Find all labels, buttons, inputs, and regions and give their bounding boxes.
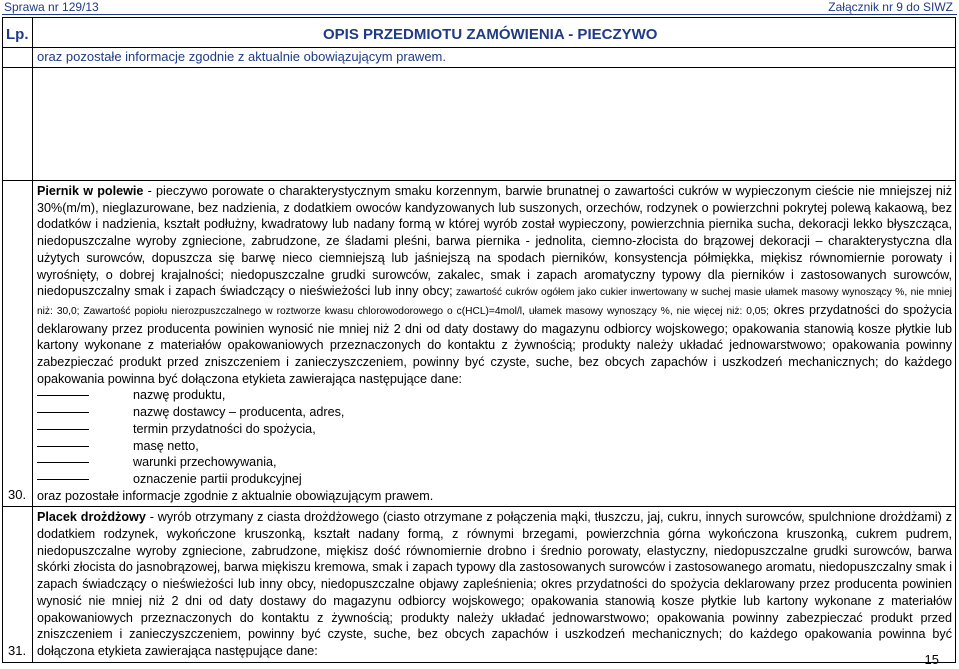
label-data-list (37, 387, 952, 487)
item-name: Placek drożdżowy (37, 510, 146, 525)
spacer-cell-right (33, 68, 956, 181)
item-description (33, 181, 956, 507)
table-row (3, 181, 956, 507)
item-number: 31. (3, 507, 33, 662)
list-item: oznaczenie partii produkcyjnej (133, 471, 952, 488)
continuation-number-cell (3, 48, 33, 68)
item-description (33, 507, 956, 662)
list-item: nazwę produktu, (133, 387, 952, 404)
item-desc: - wyrób otrzymany z ciasta drożdżowego (ciasto otrzymane z połączenia mąki, tłuszczu, jaj, cukru, innych surowców, spulchnione drożdżami) z dodatkiem rodzynek, wykończone kruszonką, kształt nadany formą, z równymi brzegami, powierzchnia górna wykończona kruszonką, cukrem pudrem, niedopuszczalne wyroby zgniecione, zabrudzone, miękisz dość równomiernie drobno i średnio porowaty, elastyczny, niedopuszczalne grudki surowców, barwa skórki złocista do jasnobrązowej, barwa miękiszu kremowa, smak i zapach typowy dla zastosowanych surowców i zastosowanego aromatu, niedopuszczalny smak i zapach świadczący o nieświeżości lub inny obcy, niedopuszczalne objawy zapleśnienia; okres przydatności do spożycia deklarowany przez producenta powinien wynosić nie mniej niż 2 dni od daty dostawy do magazynu odbiorcy wojskowego; opakowania stanowią kosze płytkie lub kartony wykonane z materiałów opakowaniowych przeznaczonych do kontaktu z żywnością; produkty należy układać jednowarstwowo; opakowania powinny zabezpieczać produkt przed zniszczeniem i zanieczyszczeniem, powinny być czyste, suche, bez obcych zapachów i uszkodzeń mechanicznych; do każdego opakowania powinna być dołączona etykieta zawierająca następujące dane: (37, 510, 952, 658)
column-header-title: OPIS PRZEDMIOTU ZAMÓWIENIA - PIECZYWO (33, 18, 956, 48)
list-item: nazwę dostawcy – producenta, adres, (133, 404, 952, 421)
item-name: Piernik w polewie (37, 184, 144, 198)
spacer-cell-left (3, 68, 33, 181)
list-item: masę netto, (133, 438, 952, 455)
item-desc-small: zawartość cukrów ogółem jako cukier inwertowany w suchej masie ułamek masowy wynoszący %, nie mniej niż: 30,0; Zawartość popiołu nierozpuszczalnego w roztworze kwasu chlorowodorowego o c(HCL)=4mol/l, ułamek masowy wynoszący %, nie więcej niż: 0,05; (37, 287, 952, 317)
page-number: 15 (924, 652, 939, 667)
item-closing-text: oraz pozostałe informacje zgodnie z aktualnie obowiązującym prawem. (37, 488, 434, 503)
list-item: termin przydatności do spożycia, (133, 421, 952, 438)
attachment-label: Załącznik nr 9 do SIWZ (828, 0, 953, 14)
spacer-row (3, 68, 956, 181)
table-row (3, 507, 956, 662)
column-header-lp: Lp. (3, 18, 33, 48)
list-item: warunki przechowywania, (133, 454, 952, 471)
continuation-row (3, 48, 956, 68)
item-number: 30. (3, 181, 33, 507)
table-header-row (3, 18, 956, 48)
continuation-text: oraz pozostałe informacje zgodnie z aktualnie obowiązującym prawem. (33, 48, 956, 68)
case-number: Sprawa nr 129/13 (4, 0, 99, 14)
item-desc-a: - pieczywo porowate o charakterystycznym smaku korzennym, barwie brunatnej o zawartości cukrów w wypieczonym cieście nie mniejszej niż 30%(m/m), nieglazurowane, bez nadzienia, z dodatkiem owoców kandyzowanych lub suszonych, orzechów, rodzynek o powierzchni pokrytej polewą kakaową, bez dodatków i nadzienia, kształt podłużny, kwadratowy lub nadany formą w której wyrób został wypieczony, powierzchnia piernika sucha, dekoracji lekko błyszcząca, niedopuszczalne wyroby zgniecione, zabrudzone, ze śladami pleśni, barwa piernika - jednolita, ciemno-złocista do brązowej dekoracji – charakterystyczna dla użytych surowców, dopuszcza się barwę nieco ciemniejszą lub jaśniejszą na spodach pierników, konsystencja półmiękka, miękisz równomiernie porowaty i wyrośnięty, o dobrej krajalności; niedopuszczalne grudki surowców, zakalec, smak i zapach aromatyczny typowy dla pierników i zastosowanych surowców, niedopuszczalny smak i zapach świadczący o nieświeżości lub inny obcy; (37, 184, 952, 299)
header-divider (2, 14, 957, 15)
item-desc-b: okres przydatności do spożycia deklarowany przez producenta powinien wynosić nie mniej niż 2 dni od daty dostawy do magazynu odbiorcy wojskowego; opakowania stanowią kosze płytkie lub kartony wykonane z materiałów opakowaniowych przeznaczonych do kontaktu z żywnością; produkty należy układać jednowarstwowo; opakowania powinny zabezpieczać produkt przed zniszczeniem i zanieczyszczeniem, powinny być czyste, suche, bez obcych zapachów i uszkodzeń mechanicznych; do każdego opakowania powinna być dołączona etykieta zawierająca następujące dane: (37, 302, 952, 386)
specification-table (2, 17, 956, 663)
